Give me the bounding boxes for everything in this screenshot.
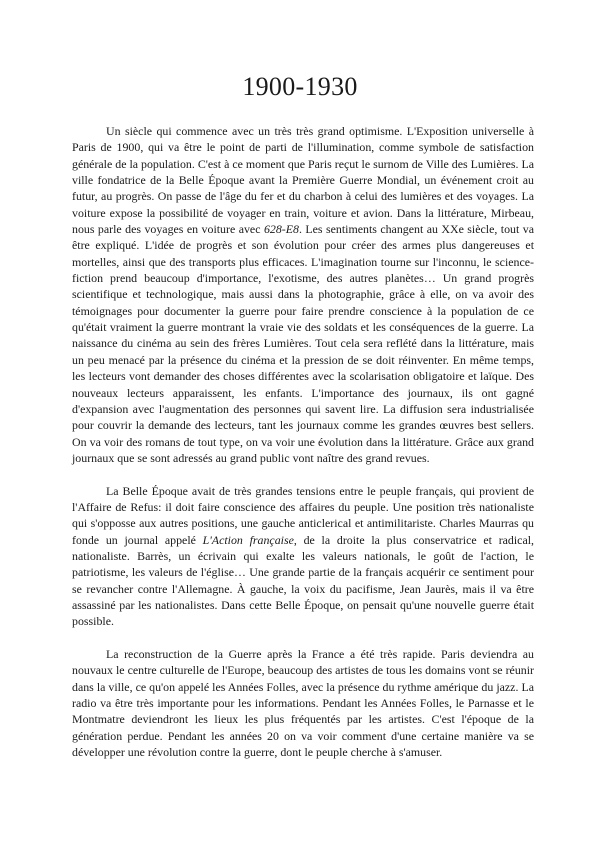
paragraph-text: La Belle Époque avait de très grandes tensions entre le peuple français, qui provient de l'Affaire de Refus: il doit faire conscience des affaires du peuple. Une position très nationaliste qui s'opposse aux autres positions, une gauche anticlerical et antimilitariste. Charles Maurras qu fonde un journal appelé — [72, 483, 534, 547]
paragraph-1 — [72, 123, 534, 466]
document-body — [72, 123, 534, 761]
paragraph-2 — [72, 483, 534, 630]
paragraph-text: , de la droite la plus conservatrice et radical, nationaliste. Barrès, un écrivain qui exalte les valeurs nationals, le goût de l'action, le patriotisme, les valeurs de l'église… Une grande partie de la français acquérir ce sentiment pour se revancher contre l'Allemagne. À gauche, la voix du pacifisme, Jean Jaurès, mais il va être assassiné par les nationalistes. Dans cette Belle Époque, on pensait qu'une nouvelle guerre était possible. — [72, 532, 535, 629]
paragraph-3 — [72, 646, 534, 760]
book-title-628-e8: 628-E8 — [263, 222, 299, 237]
paragraph-text: Un siècle qui commence avec un très très grand optimisme. L'Exposition universelle à Paris de 1900, qui va être le point de parti de l'illumination, comme symbole de satisfaction générale de la population. C'est à ce moment que Paris reçut le surnom de Ville des Lumières. La ville fondatrice de la Belle Époque avant la Première Guerre Mondial, un événement croit au futur, au progrès. On passe de l'âge du fer et du charbon à celui des lumières et des voyages. La voiture expose la possibilité de voyager en train, voiture et avion. Dans la littérature, Mirbeau, nous parle des voyages en voiture avec — [72, 124, 534, 237]
paragraph-text: . Les sentiments changent au XXe siècle, tout va être expliqué. L'idée de progrès et son évolution pour créer des armes plus dangereuses et mortelles, ainsi que des transports plus efficaces. L'imagination tourne sur l'inconnu, le science-fiction prend beaucoup d'importance, l'exotisme, des autres planètes… Un grand progrès scientifique et technologique, mais aussi dans la photographie, grâce à elle, on va avoir des témoignages pour documenter la guerre pour faire prendre conscience à la population de ce qu'était vraiment la guerre montrant la vraie vie des soldats et les conséquences de la guerre. La naissance du cinéma au sein des frères Lumières. Tout cela sera reflété dans la littérature, mais un peu menacé par la présence du cinéma et la pression de se doit réinventer. En même temps, les lecteurs vont demander des choses différentes avec la scolarisation obligatoire et laïque. Des nouveaux lecteurs apparaissent, les enfants. L'importance des journaux, ils ont gagné d'expansion avec l'augmentation des personnes qui savent lire. La diffusion sera industrialisée pour couvrir la demande des lecteurs, tant les journaux comme les grandes œuvres best sellers. On va voir des romans de tout type, on va voir une évolution dans la littérature. Grâce aux grand journaux que se sont adressés au grand public vont naître des grand revues. — [72, 222, 534, 465]
paragraph-text: La reconstruction de la Guerre après la France a été très rapide. Paris deviendra au nouvaux le centre culturelle de l'Europe, beaucoup des artistes de tous les domains vont se réunir dans la ville, ce qu'on appelé les Années Folles, avec la présence du rythme amérique du jazz. La radio va être très importante pour les informations. Pendant les Années Folles, le Parnasse et le Montmatre deviendront les lieux les plus fréquentés par les artistes. C'est l'époque de la génération perdue. Pendant les années 20 on va voir comment d'une certaine manière va se développer une révolution contre la guerre, dont le peuple cherche à s'amuser. — [72, 647, 534, 760]
journal-title-action-francaise: L'Action française — [202, 532, 294, 547]
page-title: 1900-1930 — [242, 72, 358, 101]
